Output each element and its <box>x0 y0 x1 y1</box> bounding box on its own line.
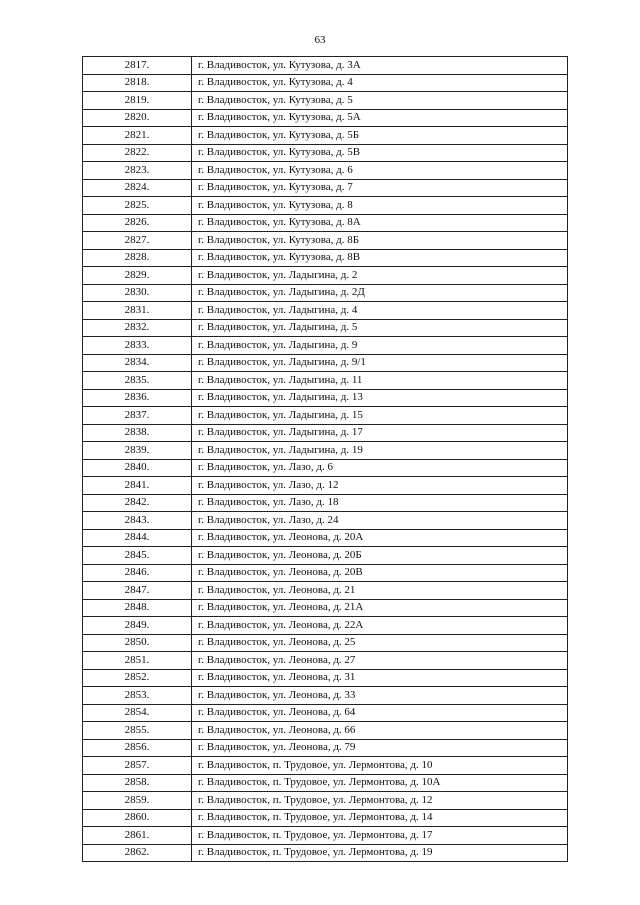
page-number: 63 <box>314 34 326 46</box>
row-number-cell: 2831. <box>83 302 192 320</box>
address-cell: г. Владивосток, ул. Кутузова, д. 5Б <box>192 127 568 145</box>
row-number-cell: 2862. <box>83 844 192 862</box>
row-number-cell: 2843. <box>83 512 192 530</box>
table-row <box>83 757 568 775</box>
address-cell: г. Владивосток, ул. Ладыгина, д. 9/1 <box>192 354 568 372</box>
address-cell: г. Владивосток, ул. Кутузова, д. 7 <box>192 179 568 197</box>
row-number-cell: 2859. <box>83 792 192 810</box>
address-cell: г. Владивосток, ул. Леонова, д. 25 <box>192 634 568 652</box>
address-cell: г. Владивосток, ул. Ладыгина, д. 2 <box>192 267 568 285</box>
table-row <box>83 74 568 92</box>
table-row <box>83 722 568 740</box>
address-cell: г. Владивосток, ул. Леонова, д. 21 <box>192 582 568 600</box>
row-number-cell: 2847. <box>83 582 192 600</box>
address-cell: г. Владивосток, ул. Леонова, д. 64 <box>192 704 568 722</box>
table-row <box>83 617 568 635</box>
address-cell: г. Владивосток, ул. Ладыгина, д. 19 <box>192 442 568 460</box>
table-row <box>83 162 568 180</box>
address-cell: г. Владивосток, ул. Леонова, д. 22А <box>192 617 568 635</box>
table-row <box>83 809 568 827</box>
table-row <box>83 704 568 722</box>
table-row <box>83 792 568 810</box>
row-number-cell: 2820. <box>83 109 192 127</box>
address-cell: г. Владивосток, ул. Ладыгина, д. 4 <box>192 302 568 320</box>
address-cell: г. Владивосток, ул. Ладыгина, д. 17 <box>192 424 568 442</box>
row-number-cell: 2825. <box>83 197 192 215</box>
row-number-cell: 2828. <box>83 249 192 267</box>
address-cell: г. Владивосток, ул. Кутузова, д. 8В <box>192 249 568 267</box>
table-row <box>83 92 568 110</box>
row-number-cell: 2848. <box>83 599 192 617</box>
table-row <box>83 232 568 250</box>
table-row <box>83 477 568 495</box>
table-row <box>83 529 568 547</box>
table-row <box>83 494 568 512</box>
row-number-cell: 2841. <box>83 477 192 495</box>
table-row <box>83 424 568 442</box>
row-number-cell: 2835. <box>83 372 192 390</box>
table-row <box>83 564 568 582</box>
row-number-cell: 2823. <box>83 162 192 180</box>
table-row <box>83 459 568 477</box>
row-number-cell: 2855. <box>83 722 192 740</box>
table-row <box>83 214 568 232</box>
table-row <box>83 687 568 705</box>
row-number-cell: 2833. <box>83 337 192 355</box>
row-number-cell: 2838. <box>83 424 192 442</box>
row-number-cell: 2832. <box>83 319 192 337</box>
address-cell: г. Владивосток, п. Трудовое, ул. Лермонтова, д. 14 <box>192 809 568 827</box>
address-cell: г. Владивосток, п. Трудовое, ул. Лермонтова, д. 10 <box>192 757 568 775</box>
address-cell: г. Владивосток, ул. Леонова, д. 66 <box>192 722 568 740</box>
table-row <box>83 144 568 162</box>
address-cell: г. Владивосток, ул. Ладыгина, д. 11 <box>192 372 568 390</box>
table-row <box>83 337 568 355</box>
row-number-cell: 2829. <box>83 267 192 285</box>
table-row <box>83 442 568 460</box>
address-cell: г. Владивосток, ул. Ладыгина, д. 13 <box>192 389 568 407</box>
address-cell: г. Владивосток, ул. Кутузова, д. 6 <box>192 162 568 180</box>
address-cell: г. Владивосток, ул. Кутузова, д. 8А <box>192 214 568 232</box>
table-row <box>83 512 568 530</box>
table-row <box>83 284 568 302</box>
table-row <box>83 249 568 267</box>
table-row <box>83 354 568 372</box>
row-number-cell: 2817. <box>83 57 192 75</box>
row-number-cell: 2861. <box>83 827 192 845</box>
table-row <box>83 319 568 337</box>
address-cell: г. Владивосток, ул. Ладыгина, д. 9 <box>192 337 568 355</box>
address-cell: г. Владивосток, ул. Леонова, д. 21А <box>192 599 568 617</box>
address-cell: г. Владивосток, ул. Кутузова, д. 8 <box>192 197 568 215</box>
address-cell: г. Владивосток, ул. Леонова, д. 20Б <box>192 547 568 565</box>
address-cell: г. Владивосток, ул. Лазо, д. 18 <box>192 494 568 512</box>
address-cell: г. Владивосток, ул. Ладыгина, д. 2Д <box>192 284 568 302</box>
address-cell: г. Владивосток, ул. Кутузова, д. 4 <box>192 74 568 92</box>
row-number-cell: 2856. <box>83 739 192 757</box>
table-row <box>83 669 568 687</box>
row-number-cell: 2846. <box>83 564 192 582</box>
address-cell: г. Владивосток, ул. Кутузова, д. 5А <box>192 109 568 127</box>
address-cell: г. Владивосток, п. Трудовое, ул. Лермонтова, д. 19 <box>192 844 568 862</box>
row-number-cell: 2830. <box>83 284 192 302</box>
table-row <box>83 407 568 425</box>
row-number-cell: 2821. <box>83 127 192 145</box>
address-cell: г. Владивосток, ул. Кутузова, д. 5 <box>192 92 568 110</box>
row-number-cell: 2840. <box>83 459 192 477</box>
address-cell: г. Владивосток, ул. Кутузова, д. 5В <box>192 144 568 162</box>
row-number-cell: 2839. <box>83 442 192 460</box>
address-cell: г. Владивосток, ул. Кутузова, д. 8Б <box>192 232 568 250</box>
row-number-cell: 2858. <box>83 774 192 792</box>
row-number-cell: 2854. <box>83 704 192 722</box>
table-row <box>83 582 568 600</box>
address-cell: г. Владивосток, ул. Кутузова, д. 3А <box>192 57 568 75</box>
row-number-cell: 2860. <box>83 809 192 827</box>
table-row <box>83 302 568 320</box>
row-number-cell: 2851. <box>83 652 192 670</box>
table-row <box>83 547 568 565</box>
table-row <box>83 179 568 197</box>
address-cell: г. Владивосток, ул. Леонова, д. 31 <box>192 669 568 687</box>
address-cell: г. Владивосток, ул. Леонова, д. 79 <box>192 739 568 757</box>
address-cell: г. Владивосток, ул. Леонова, д. 33 <box>192 687 568 705</box>
row-number-cell: 2845. <box>83 547 192 565</box>
table-row <box>83 844 568 862</box>
table-row <box>83 827 568 845</box>
row-number-cell: 2849. <box>83 617 192 635</box>
table-row <box>83 109 568 127</box>
table-row <box>83 389 568 407</box>
row-number-cell: 2834. <box>83 354 192 372</box>
table-row <box>83 634 568 652</box>
row-number-cell: 2842. <box>83 494 192 512</box>
row-number-cell: 2853. <box>83 687 192 705</box>
row-number-cell: 2852. <box>83 669 192 687</box>
row-number-cell: 2819. <box>83 92 192 110</box>
address-cell: г. Владивосток, п. Трудовое, ул. Лермонтова, д. 17 <box>192 827 568 845</box>
table-row <box>83 599 568 617</box>
address-cell: г. Владивосток, ул. Лазо, д. 24 <box>192 512 568 530</box>
table-row <box>83 197 568 215</box>
row-number-cell: 2822. <box>83 144 192 162</box>
table-row <box>83 774 568 792</box>
address-cell: г. Владивосток, п. Трудовое, ул. Лермонтова, д. 10А <box>192 774 568 792</box>
address-cell: г. Владивосток, ул. Леонова, д. 27 <box>192 652 568 670</box>
address-cell: г. Владивосток, ул. Лазо, д. 12 <box>192 477 568 495</box>
address-cell: г. Владивосток, п. Трудовое, ул. Лермонтова, д. 12 <box>192 792 568 810</box>
address-cell: г. Владивосток, ул. Лазо, д. 6 <box>192 459 568 477</box>
table-row <box>83 57 568 75</box>
row-number-cell: 2850. <box>83 634 192 652</box>
address-table-body <box>83 57 568 862</box>
row-number-cell: 2827. <box>83 232 192 250</box>
row-number-cell: 2824. <box>83 179 192 197</box>
row-number-cell: 2844. <box>83 529 192 547</box>
row-number-cell: 2836. <box>83 389 192 407</box>
table-row <box>83 127 568 145</box>
table-row <box>83 739 568 757</box>
address-cell: г. Владивосток, ул. Леонова, д. 20А <box>192 529 568 547</box>
row-number-cell: 2826. <box>83 214 192 232</box>
address-table <box>82 56 568 862</box>
table-row <box>83 652 568 670</box>
address-cell: г. Владивосток, ул. Леонова, д. 20В <box>192 564 568 582</box>
row-number-cell: 2837. <box>83 407 192 425</box>
row-number-cell: 2857. <box>83 757 192 775</box>
table-row <box>83 267 568 285</box>
address-cell: г. Владивосток, ул. Ладыгина, д. 15 <box>192 407 568 425</box>
address-cell: г. Владивосток, ул. Ладыгина, д. 5 <box>192 319 568 337</box>
row-number-cell: 2818. <box>83 74 192 92</box>
table-row <box>83 372 568 390</box>
